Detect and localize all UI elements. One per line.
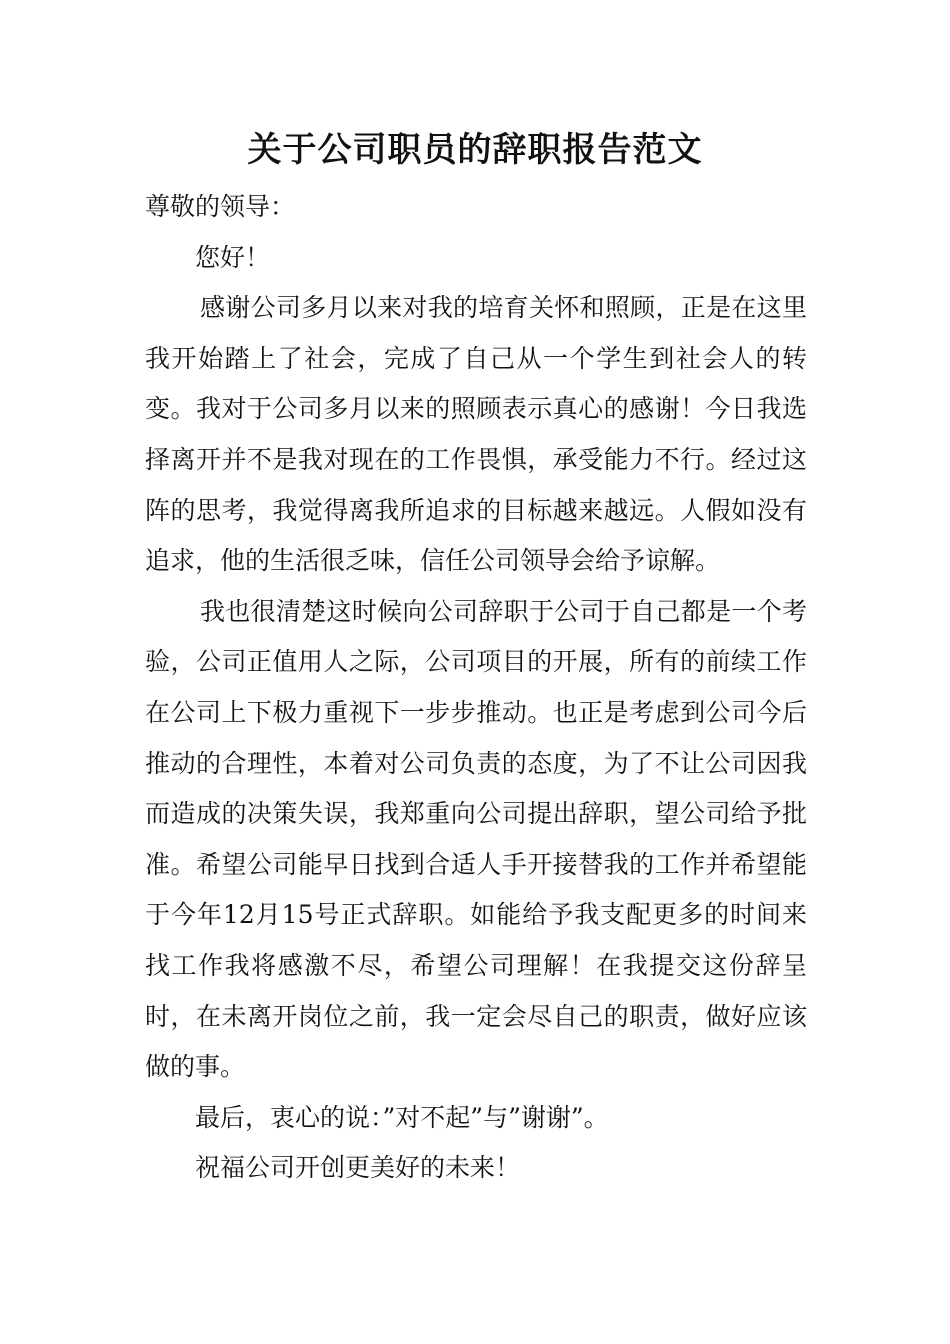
closing-line-1: 最后，衷心的说：”对不起”与”谢谢”。: [195, 1102, 609, 1132]
paragraph-1: 感谢公司多月以来对我的培育关怀和照顾，正是在这里我开始踏上了社会，完成了自己从一个学生到社会人的转变。我对于公司多月以来的照顾表示真心的感谢！今日我选择离开并不是我对现在的工作畏惧，承受能力不行。经过这阵的思考，我觉得离我所追求的目标越来越远。人假如没有追求，他的生活很乏味，信任公司领导会给予谅解。: [145, 293, 807, 576]
greeting: 您好！: [195, 242, 271, 272]
letter-body: [145, 182, 807, 1194]
closing-line-2: 祝福公司开创更美好的未来！: [195, 1153, 521, 1183]
paragraph-2: 我也很清楚这时候向公司辞职于公司于自己都是一个考验，公司正值用人之际，公司项目的开展，所有的前续工作在公司上下极力重视下一步步推动。也正是考虑到公司今后推动的合理性，本着对公司负责的态度，为了不让公司因我而造成的决策失误，我郑重向公司提出辞职，望公司给予批准。希望公司能早日找到合适人手开接替我的工作并希望能于今年12月15号正式辞职。如能给予我支配更多的时间来找工作我将感激不尽，希望公司理解！在我提交这份辞呈时，在未离开岗位之前，我一定会尽自己的职责，做好应该做的事。: [145, 596, 807, 1082]
document-title: 关于公司职员的辞职报告范文: [247, 130, 703, 170]
salutation: 尊敬的领导：: [145, 192, 296, 221]
